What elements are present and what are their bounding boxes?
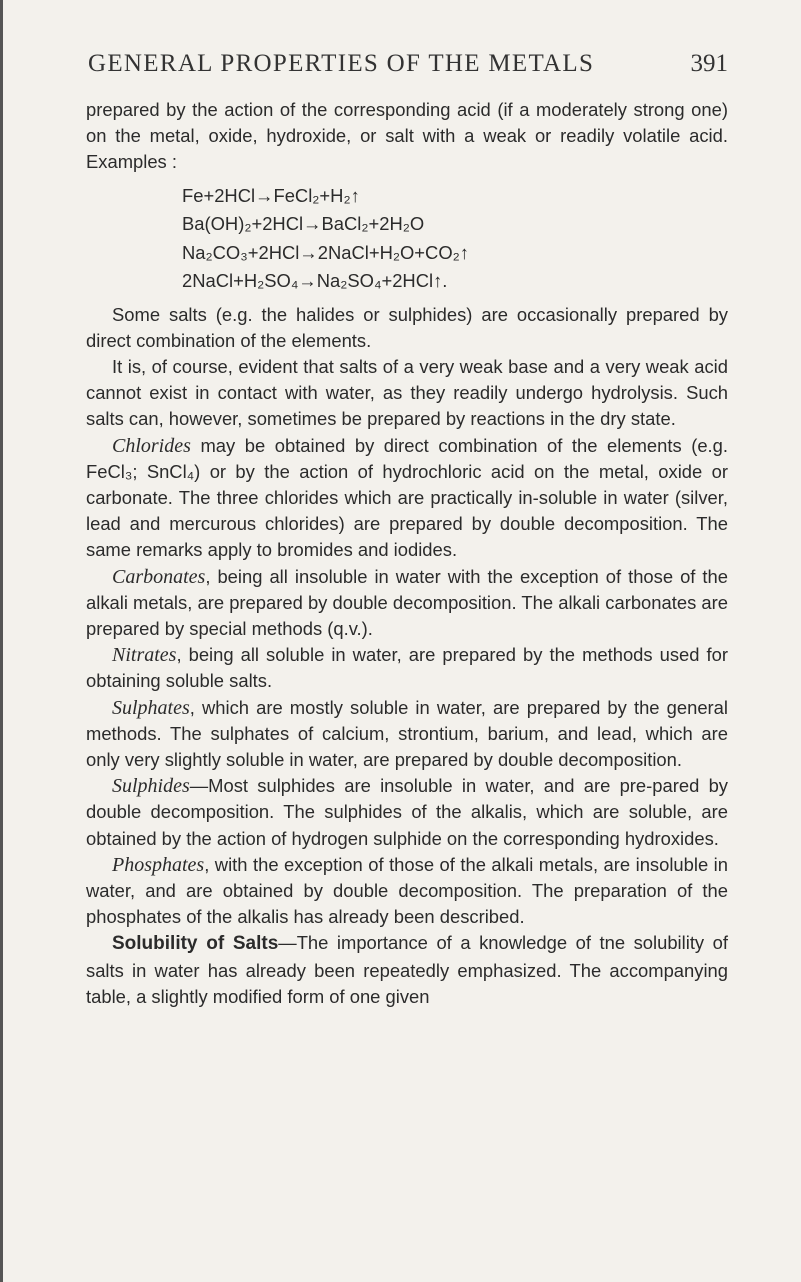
equation: Na₂CO₃+2HCl→2NaCl+H₂O+CO₂↑ [182,241,469,263]
page-edge-line [0,0,3,1282]
body-text [86,97,728,1010]
paragraph-text: may be obtained by direct combination of the elements (e.g. FeCl₃; SnCl₄) or by the action of hydrochloric acid on the metal, oxide or carbonate. The three chlorides which are practically in-soluble in water (silver, lead and mercurous chlorides) are prepared by double decomposition. The same remarks apply to bromides and iodides. [86,434,728,561]
equation: Ba(OH)₂+2HCl→BaCl₂+2H₂O [182,213,425,235]
paragraph-lead: Phosphates [112,853,205,876]
paragraph [86,302,728,354]
paragraph [86,642,728,694]
page-number: 391 [690,50,728,77]
running-header [88,50,728,78]
equation: Fe+2HCl→FeCl₂+H₂↑ [182,184,360,206]
paragraph-lead: Sulphates [112,696,190,719]
paragraph-lead: Nitrates [112,644,177,667]
paragraph [86,354,728,433]
paragraph [86,695,728,774]
paragraph-text: , which are mostly soluble in water, are prepared by the general methods. The sulphates of calcium, strontium, barium, and lead, which are only very slightly soluble in water, are prepared by double decomposition. [86,696,728,771]
paragraph [86,773,728,852]
paragraph-text: , being all soluble in water, are prepared by the methods used for obtaining soluble salts. [86,644,728,692]
paragraph-lead: Sulphides [112,775,190,798]
paragraph-text: Some salts (e.g. the halides or sulphides) are occasionally prepared by direct combination of the elements. [86,303,728,351]
section-heading: Solubility of Salts [112,933,279,955]
paragraph-text: —The importance of a knowledge of tne solubility of salts in water has already been repeatedly emphasized. The accompanying table, a slightly modified form of one given [86,932,729,1007]
paragraph [86,852,728,931]
solubility-paragraph [86,930,728,1010]
intro-paragraph: prepared by the action of the corresponding acid (if a moderately strong one) on the metal, oxide, hydroxide, or salt with a weak or readily volatile acid. Examples : [86,99,728,173]
running-title: GENERAL PROPERTIES OF THE METALS [88,50,595,77]
paragraph [86,433,728,564]
paragraph-lead: Chlorides [112,434,191,457]
paragraph-text: It is, of course, evident that salts of a very weak base and a very weak acid cannot exist in contact with water, as they readily undergo hydrolysis. Such salts can, however, sometimes be prepared by reactions in the dry state. [86,356,728,430]
paragraph-lead: Carbonates [112,565,206,588]
paragraph-text: , with the exception of those of the alkali metals, are insoluble in water, and are obtained by double decomposition. The preparation of the phosphates of the alkalis has already been described. [86,853,728,928]
paragraph [86,564,728,643]
equation-block [182,182,728,296]
paragraph-text: —Most sulphides are insoluble in water, and are pre-pared by double decomposition. The sulphides of the alkalis, which are soluble, are obtained by the action of hydrogen sulphide on the corresponding hydroxides. [86,775,728,849]
equation: 2NaCl+H₂SO₄→Na₂SO₄+2HCl↑. [182,270,448,292]
paragraph-text: , being all insoluble in water with the exception of those of the alkali metals, are prepared by double decomposition. The alkali carbonates are prepared by special methods (q.v.). [86,565,728,640]
